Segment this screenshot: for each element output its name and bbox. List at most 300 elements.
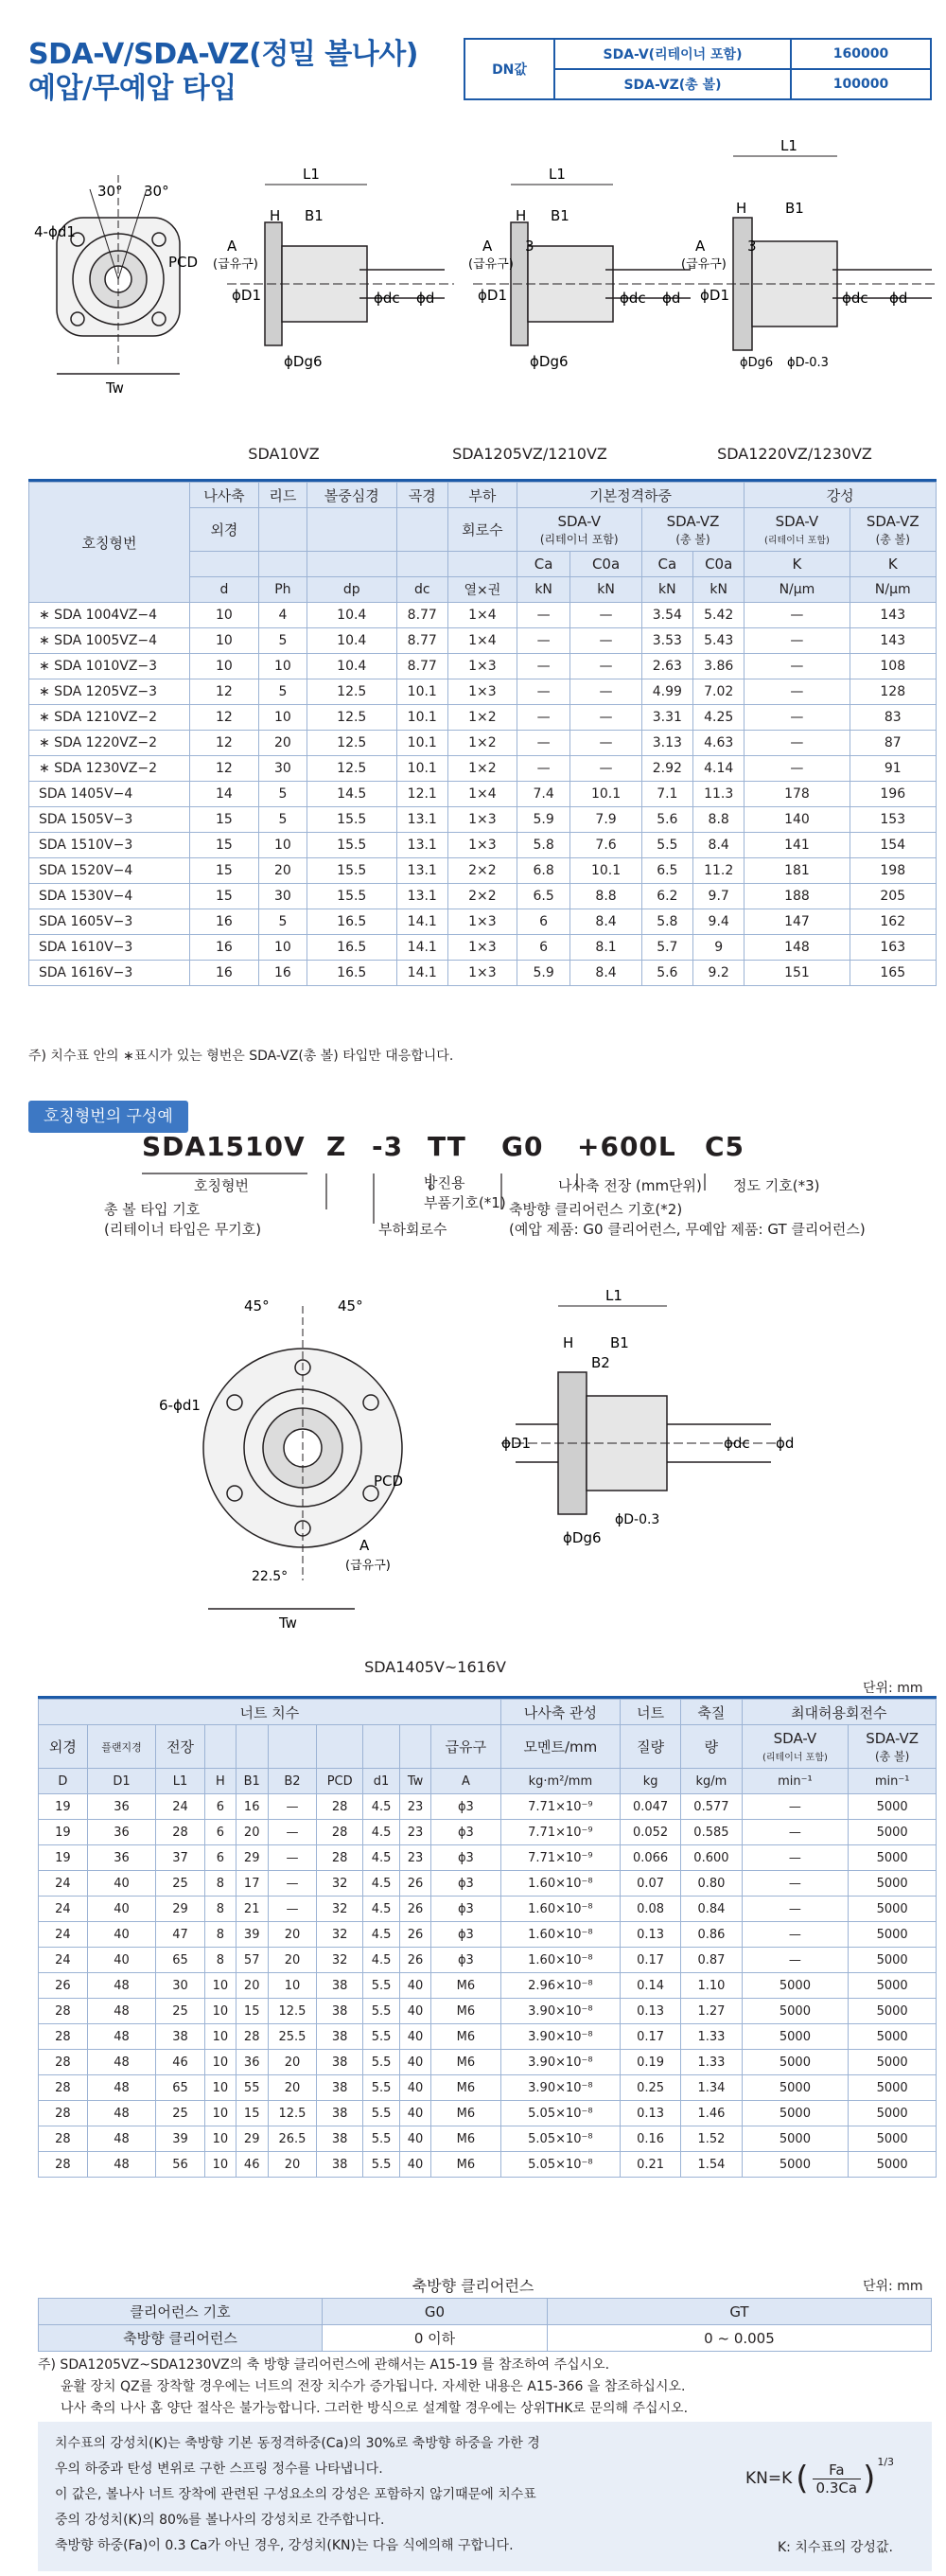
dimension-cell: 24 xyxy=(39,1922,88,1948)
dimension-cell: 0.87 xyxy=(681,1948,742,1973)
spec-cell: 16 xyxy=(190,961,259,986)
code-part-clearance: G0 xyxy=(501,1131,544,1162)
dimension-cell: ϕ3 xyxy=(430,1922,500,1948)
dimension-cell: 24 xyxy=(156,1794,205,1820)
dimension-cell: 1.60×10⁻⁸ xyxy=(500,1871,620,1897)
spec-cell: 10.1 xyxy=(396,731,447,756)
dimension-cell: 19 xyxy=(39,1820,88,1845)
flange-front-view xyxy=(57,175,180,374)
header-cell: 축질 xyxy=(681,1700,742,1725)
spec-cell: 5 xyxy=(258,679,307,705)
b1-label: B1 xyxy=(785,200,804,217)
a-label: A xyxy=(359,1537,370,1554)
spec-cell: 162 xyxy=(850,909,937,935)
dimension-cell: 20 xyxy=(268,2050,317,2075)
spec-table-row xyxy=(29,935,937,961)
unit-cell: kN xyxy=(517,577,570,603)
dimension-cell: 25 xyxy=(156,1871,205,1897)
title-line-2: 예압/무예압 타입 xyxy=(28,72,236,105)
spec-cell: 83 xyxy=(850,705,937,731)
dimension-cell: 10 xyxy=(204,1999,236,2024)
spec-cell: 4 xyxy=(258,603,307,628)
dimension-cell: 5.05×10⁻⁸ xyxy=(500,2126,620,2152)
spec-cell: 1×3 xyxy=(447,909,517,935)
model-number-cell: SDA 1605V−3 xyxy=(29,909,190,935)
dimension-cell: 48 xyxy=(87,1999,155,2024)
spec-cell: 151 xyxy=(745,961,850,986)
dimension-cell: 16 xyxy=(236,1794,268,1820)
dimension-cell: 5000 xyxy=(849,1845,937,1871)
dimension-cell: 48 xyxy=(87,2126,155,2152)
dimension-cell: 1.60×10⁻⁸ xyxy=(500,1948,620,1973)
spec-cell: 5.7 xyxy=(641,935,692,961)
code-label-clearance-note: (예압 제품: G0 클리어런스, 무예압 제품: GT 클리어런스) xyxy=(509,1221,866,1238)
spec-cell: 13.1 xyxy=(396,833,447,858)
spec-cell: 14.1 xyxy=(396,961,447,986)
spec-cell: 6 xyxy=(517,935,570,961)
dimension-cell: 36 xyxy=(87,1845,155,1871)
d1-label: ϕD1 xyxy=(232,287,261,304)
dimension-cell: 5.5 xyxy=(363,1973,400,1999)
angle-label: 45° xyxy=(244,1297,270,1314)
dimension-cell: 1.46 xyxy=(681,2101,742,2126)
spec-cell: — xyxy=(745,628,850,654)
dimension-cell: 28 xyxy=(236,2024,268,2050)
spec-cell: 11.3 xyxy=(693,782,745,807)
dc-label: ϕdc xyxy=(724,1435,750,1452)
dimension-cell: 0.14 xyxy=(620,1973,680,1999)
three-label: 3 xyxy=(747,238,757,255)
dimension-cell: 1.60×10⁻⁸ xyxy=(500,1897,620,1922)
spec-cell: 1×4 xyxy=(447,782,517,807)
spec-cell: 10 xyxy=(190,654,259,679)
stiffness-formula: KN=K ( $\frac{Fa}{0.3Ca}$ ) $^{1/3}$ xyxy=(745,2455,895,2497)
unit-cell: dp xyxy=(307,577,396,603)
dimension-cell: 38 xyxy=(317,2101,363,2126)
dimension-cell: 3.90×10⁻⁸ xyxy=(500,2050,620,2075)
dimension-cell: 0.066 xyxy=(620,1845,680,1871)
dimension-table-row xyxy=(39,1973,937,1999)
dimension-cell: ϕ3 xyxy=(430,1794,500,1820)
spec-cell: 1×3 xyxy=(447,679,517,705)
model-number-cell: SDA 1505V−3 xyxy=(29,807,190,833)
spec-cell: 12.5 xyxy=(307,705,396,731)
clearance-cell: 0 이하 xyxy=(323,2325,548,2352)
dimension-cell: 0.13 xyxy=(620,2101,680,2126)
caption: SDA1405V~1616V xyxy=(364,1658,506,1676)
dimension-cell: 38 xyxy=(317,2075,363,2101)
unit-cell: d xyxy=(190,577,259,603)
dimension-cell: 26 xyxy=(39,1973,88,1999)
dimension-cell: 28 xyxy=(39,2075,88,2101)
dimension-cell: 48 xyxy=(87,1973,155,1999)
dimension-cell: M6 xyxy=(430,1973,500,1999)
dimension-cell: 39 xyxy=(156,2126,205,2152)
spec-cell: 12.5 xyxy=(307,679,396,705)
unit-cell: kN xyxy=(641,577,692,603)
code-label-model: 호칭형번 xyxy=(194,1177,249,1194)
d-label: ϕd xyxy=(889,290,908,307)
dimension-cell: 0.16 xyxy=(620,2126,680,2152)
spec-cell: 5.42 xyxy=(693,603,745,628)
dimension-table-row xyxy=(39,2050,937,2075)
spec-cell: 6.8 xyxy=(517,858,570,884)
header-cell: SDA-V (리테이너 포함) xyxy=(517,508,641,552)
nut-side-view-3 xyxy=(700,156,937,350)
code-part-length: +600L xyxy=(577,1131,676,1162)
dimension-cell: 5000 xyxy=(849,2024,937,2050)
spec-cell: — xyxy=(745,679,850,705)
d1-label: ϕD1 xyxy=(478,287,507,304)
dimension-cell: M6 xyxy=(430,2101,500,2126)
h-label: H xyxy=(270,207,281,224)
spec-cell: 6.2 xyxy=(641,884,692,909)
dimension-cell: 19 xyxy=(39,1794,88,1820)
dimension-cell: 40 xyxy=(400,2152,431,2178)
dimension-cell: 5000 xyxy=(742,2024,849,2050)
dimension-table-row xyxy=(39,2101,937,2126)
spec-cell: 15 xyxy=(190,833,259,858)
spec-cell: 5.43 xyxy=(693,628,745,654)
dimension-cell: 28 xyxy=(317,1845,363,1871)
l1-label: L1 xyxy=(549,166,566,183)
dimension-cell: 40 xyxy=(87,1897,155,1922)
spec-cell: 5.8 xyxy=(517,833,570,858)
dimension-cell: 7.71×10⁻⁹ xyxy=(500,1794,620,1820)
spec-cell: 196 xyxy=(850,782,937,807)
dimension-cell: 5000 xyxy=(849,1794,937,1820)
unit-cell: N/μm xyxy=(850,577,937,603)
dimension-cell: 26 xyxy=(400,1948,431,1973)
formula-num: Fa xyxy=(829,2461,845,2479)
spec-table-row xyxy=(29,884,937,909)
dimension-cell: 4.5 xyxy=(363,1897,400,1922)
spec-cell: 10.1 xyxy=(570,782,641,807)
code-label-seal-note: 부품기호(*1) xyxy=(424,1194,506,1211)
angle-label: 45° xyxy=(338,1297,363,1314)
spec-cell: 1×2 xyxy=(447,756,517,782)
dimension-cell: 4.5 xyxy=(363,1845,400,1871)
dimension-cell: 29 xyxy=(156,1897,205,1922)
dimension-cell: 5000 xyxy=(742,2101,849,2126)
header-cell: K xyxy=(850,552,937,577)
spec-cell: 7.6 xyxy=(570,833,641,858)
spec-cell: 5 xyxy=(258,909,307,935)
spec-cell: 3.53 xyxy=(641,628,692,654)
spec-table xyxy=(28,482,937,986)
dimension-cell: 40 xyxy=(400,2075,431,2101)
spec-cell: 10 xyxy=(258,833,307,858)
model-number-cell: ∗ SDA 1004VZ−4 xyxy=(29,603,190,628)
angle-225-label: 22.5° xyxy=(252,1569,289,1584)
dimension-cell: 8 xyxy=(204,1948,236,1973)
spec-cell: 7.9 xyxy=(570,807,641,833)
spec-cell: — xyxy=(570,603,641,628)
spec-cell: 143 xyxy=(850,628,937,654)
spec-cell: 12.1 xyxy=(396,782,447,807)
angle-label: 30° xyxy=(97,183,123,200)
header-cell: 강성 xyxy=(745,483,937,508)
nut-side-view-1 xyxy=(227,185,454,345)
spec-cell: — xyxy=(570,654,641,679)
dimension-cell: 38 xyxy=(317,2050,363,2075)
dimension-cell: 29 xyxy=(236,2126,268,2152)
dimension-cell: 5000 xyxy=(849,2075,937,2101)
dimension-cell: 28 xyxy=(39,2024,88,2050)
header-cell: 량 xyxy=(681,1725,742,1769)
dimension-cell: 4.5 xyxy=(363,1948,400,1973)
spec-cell: 3.31 xyxy=(641,705,692,731)
dimension-cell: 10 xyxy=(204,2101,236,2126)
dimension-cell: 56 xyxy=(156,2152,205,2178)
dimension-cell: — xyxy=(268,1794,317,1820)
header-cell: 최대허용회전수 xyxy=(742,1700,936,1725)
spec-cell: 108 xyxy=(850,654,937,679)
box-line: 치수표의 강성치(K)는 축방향 기본 동정격하중(Ca)의 30%로 축방향 하중을 가한 경 xyxy=(55,2436,540,2451)
d-label: ϕd xyxy=(662,290,681,307)
spec-cell: 5.9 xyxy=(517,961,570,986)
dimension-cell: 55 xyxy=(236,2075,268,2101)
dimension-cell: 3.90×10⁻⁸ xyxy=(500,2024,620,2050)
h-label: H xyxy=(736,200,747,217)
dimension-cell: 5000 xyxy=(849,1871,937,1897)
dimension-cell: 28 xyxy=(156,1820,205,1845)
dimension-cell: ϕ3 xyxy=(430,1897,500,1922)
spec-cell: 87 xyxy=(850,731,937,756)
dimension-cell: 7.71×10⁻⁹ xyxy=(500,1820,620,1845)
dimension-cell: 39 xyxy=(236,1922,268,1948)
dimension-cell: 5.5 xyxy=(363,2152,400,2178)
unit-cell: N/μm xyxy=(745,577,850,603)
dimension-cell: 28 xyxy=(39,2152,88,2178)
dn-row-value: 100000 xyxy=(791,69,931,99)
dimension-cell: 23 xyxy=(400,1794,431,1820)
spec-cell: 8.77 xyxy=(396,654,447,679)
dimension-cell: ϕ3 xyxy=(430,1845,500,1871)
dimension-cell: 5000 xyxy=(742,2050,849,2075)
dimension-cell: 10 xyxy=(204,2075,236,2101)
dimension-cell: 28 xyxy=(317,1794,363,1820)
dimension-cell: 48 xyxy=(87,2024,155,2050)
dimension-cell: 10 xyxy=(204,2024,236,2050)
spec-cell: 10.1 xyxy=(570,858,641,884)
spec-cell: 10.4 xyxy=(307,603,396,628)
symbol-cell: H xyxy=(204,1769,236,1794)
page-title xyxy=(28,38,418,106)
clearance-cell: 축방향 클리어런스 xyxy=(39,2325,323,2352)
spec-cell: 5 xyxy=(258,782,307,807)
dimension-cell: 2.96×10⁻⁸ xyxy=(500,1973,620,1999)
spec-cell: 8.4 xyxy=(570,961,641,986)
spec-table-row xyxy=(29,858,937,884)
spec-cell: — xyxy=(517,654,570,679)
dimension-cell: 1.52 xyxy=(681,2126,742,2152)
spec-table-row xyxy=(29,961,937,986)
dimension-cell: 36 xyxy=(87,1820,155,1845)
spec-cell: 3.54 xyxy=(641,603,692,628)
dimension-cell: 20 xyxy=(268,1922,317,1948)
dimension-cell: 32 xyxy=(317,1922,363,1948)
box-line: 중의 강성치(K)의 80%를 볼나사의 강성치로 간주합니다. xyxy=(55,2513,385,2528)
model-number-cell: SDA 1520V−4 xyxy=(29,858,190,884)
dimension-cell: 46 xyxy=(156,2050,205,2075)
spec-cell: 13.1 xyxy=(396,884,447,909)
oil-hole-label: (급유구) xyxy=(345,1559,391,1573)
dimension-cell: 1.54 xyxy=(681,2152,742,2178)
dimension-cell: 5000 xyxy=(849,1820,937,1845)
symbol-cell: kg·m²/mm xyxy=(500,1769,620,1794)
spec-cell: 9.2 xyxy=(693,961,745,986)
spec-cell: 5 xyxy=(258,807,307,833)
symbol-cell: Tw xyxy=(400,1769,431,1794)
dimension-cell: 36 xyxy=(236,2050,268,2075)
dimension-cell: 40 xyxy=(400,2126,431,2152)
dc-label: ϕdc xyxy=(374,290,400,307)
dimension-cell: — xyxy=(742,1794,849,1820)
dimension-cell: 5000 xyxy=(849,1948,937,1973)
spec-cell: 8.77 xyxy=(396,628,447,654)
unit-cell: kN xyxy=(693,577,745,603)
spec-cell: 16.5 xyxy=(307,935,396,961)
spec-cell: — xyxy=(517,731,570,756)
dimension-cell: 7.71×10⁻⁹ xyxy=(500,1845,620,1871)
a-label: A xyxy=(227,238,237,255)
spec-cell: 5.9 xyxy=(517,807,570,833)
symbol-cell: d1 xyxy=(363,1769,400,1794)
dimension-cell: — xyxy=(268,1820,317,1845)
dimension-cell: 0.08 xyxy=(620,1897,680,1922)
code-part-seal: TT xyxy=(428,1131,466,1162)
header-cell: 부하 xyxy=(447,483,517,508)
dimension-cell: 5.5 xyxy=(363,2024,400,2050)
spec-cell: 14.1 xyxy=(396,909,447,935)
symbol-cell: D xyxy=(39,1769,88,1794)
spec-cell: — xyxy=(570,731,641,756)
dn-value-table xyxy=(464,38,932,100)
spec-cell: 5.8 xyxy=(641,909,692,935)
dimension-cell: 5000 xyxy=(742,2126,849,2152)
dimension-cell: 12.5 xyxy=(268,2101,317,2126)
box-text xyxy=(55,2431,540,2559)
header-cell: SDA-VZ (총 볼) xyxy=(641,508,745,552)
dimension-table xyxy=(38,1699,937,2178)
symbol-cell: B1 xyxy=(236,1769,268,1794)
spec-cell: 2×2 xyxy=(447,884,517,909)
spec-cell: 10.4 xyxy=(307,654,396,679)
clearance-cell: 0 ~ 0.005 xyxy=(547,2325,931,2352)
spec-cell: 163 xyxy=(850,935,937,961)
spec-cell: 3.86 xyxy=(693,654,745,679)
spec-cell: 12 xyxy=(190,705,259,731)
oil-hole-label: (급유구) xyxy=(681,257,727,272)
spec-cell: — xyxy=(745,756,850,782)
spec-table-body xyxy=(29,603,937,986)
formula-note: K: 치수표의 강성값. xyxy=(778,2540,893,2555)
dimension-cell: 40 xyxy=(87,1871,155,1897)
spec-cell: 15.5 xyxy=(307,807,396,833)
symbol-cell: kg xyxy=(620,1769,680,1794)
spec-cell: 16 xyxy=(190,909,259,935)
dimension-table-row xyxy=(39,1897,937,1922)
model-number-cell: ∗ SDA 1230VZ−2 xyxy=(29,756,190,782)
clearance-cell: G0 xyxy=(323,2299,548,2325)
code-part-model: SDA1510V xyxy=(142,1131,306,1162)
spec-cell: 11.2 xyxy=(693,858,745,884)
code-label-seal: 방진용 xyxy=(424,1174,465,1191)
dg6-label: ϕDg6 xyxy=(284,353,323,370)
a-label: A xyxy=(695,238,706,255)
dimension-cell: 4.5 xyxy=(363,1871,400,1897)
spec-cell: 12 xyxy=(190,756,259,782)
header-cell: 기본정격하중 xyxy=(517,483,745,508)
dimension-symbol-row xyxy=(39,1769,937,1794)
dimension-cell: 40 xyxy=(400,1999,431,2024)
dimension-cell: 3.90×10⁻⁸ xyxy=(500,2075,620,2101)
spec-cell: 12.5 xyxy=(307,731,396,756)
dimension-cell: 5000 xyxy=(742,1999,849,2024)
dimension-cell: 32 xyxy=(317,1871,363,1897)
dimension-cell: 25 xyxy=(156,1999,205,2024)
dimension-cell: 1.33 xyxy=(681,2024,742,2050)
formula-lhs: KN=K xyxy=(745,2469,793,2488)
dimension-cell: 32 xyxy=(317,1948,363,1973)
d-tolerance-label: ϕD-0.3 xyxy=(787,356,829,370)
dn-label: DN값 xyxy=(464,39,554,99)
formula-exponent: 1/3 xyxy=(877,2455,895,2468)
dimension-cell: 0.13 xyxy=(620,1999,680,2024)
dimension-table-row xyxy=(39,1871,937,1897)
spec-cell: 188 xyxy=(745,884,850,909)
dimension-table-row xyxy=(39,2024,937,2050)
dimension-table-row xyxy=(39,1794,937,1820)
spec-table-row xyxy=(29,654,937,679)
header-cell: 너트 xyxy=(620,1700,680,1725)
unit-cell: Ph xyxy=(258,577,307,603)
spec-cell: 8.1 xyxy=(570,935,641,961)
unit-cell: kN xyxy=(570,577,641,603)
header-cell: C0a xyxy=(570,552,641,577)
a-label: A xyxy=(482,238,493,255)
dimension-cell: — xyxy=(742,1922,849,1948)
spec-cell: 4.14 xyxy=(693,756,745,782)
dimension-cell: 8 xyxy=(204,1922,236,1948)
holes-label: 4-ϕd1 xyxy=(34,223,76,240)
header-cell: Ca xyxy=(641,552,692,577)
dimension-cell: 0.17 xyxy=(620,1948,680,1973)
spec-cell: 1×3 xyxy=(447,961,517,986)
dimension-cell: 24 xyxy=(39,1871,88,1897)
unit-label: 단위: mm xyxy=(863,1681,923,1696)
spec-cell: 205 xyxy=(850,884,937,909)
l1-label: L1 xyxy=(605,1287,622,1304)
dimension-cell: 20 xyxy=(236,1973,268,1999)
three-label: 3 xyxy=(525,238,534,255)
code-label-ball-note: (리테이너 타입은 무기호) xyxy=(104,1221,262,1238)
dimension-cell: 5000 xyxy=(742,2075,849,2101)
spec-cell: 1×3 xyxy=(447,654,517,679)
unit-cell: dc xyxy=(396,577,447,603)
dimension-cell: 46 xyxy=(236,2152,268,2178)
dimension-cell: 48 xyxy=(87,2050,155,2075)
dimension-cell: 23 xyxy=(400,1845,431,1871)
spec-cell: 10.1 xyxy=(396,705,447,731)
dimension-cell: 1.33 xyxy=(681,2050,742,2075)
spec-cell: 5.6 xyxy=(641,807,692,833)
symbol-cell: B2 xyxy=(268,1769,317,1794)
spec-cell: 141 xyxy=(745,833,850,858)
dimension-cell: 26 xyxy=(400,1871,431,1897)
dimension-cell: 38 xyxy=(156,2024,205,2050)
